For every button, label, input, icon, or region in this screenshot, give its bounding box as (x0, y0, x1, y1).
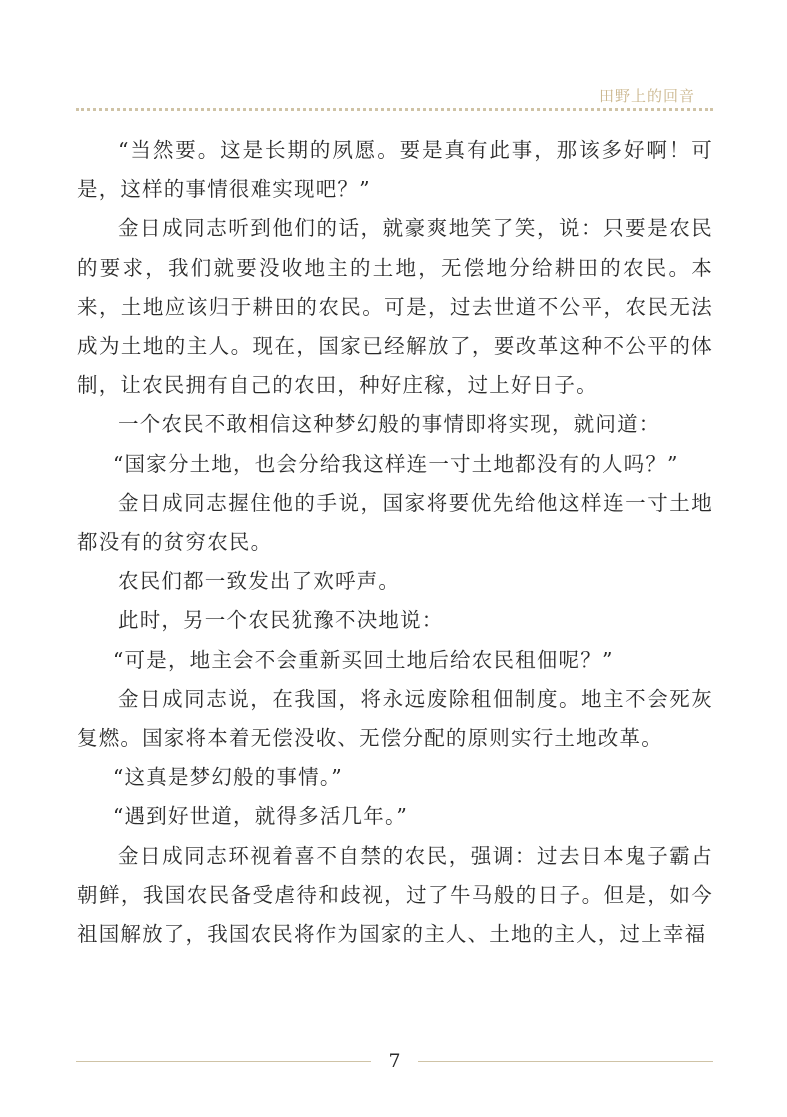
page-body-text (77, 131, 713, 954)
paragraph: “当然要。这是长期的夙愿。要是真有此事，那该多好啊！可是，这样的事情很难实现吧？” (77, 138, 713, 202)
paragraph: “可是，地主会不会重新买回土地后给农民租佃呢？” (112, 647, 614, 672)
footer-divider-left (76, 1061, 371, 1062)
paragraph: 金日成同志环视着喜不自禁的农民，强调：过去日本鬼子霸占朝鲜，我国农民备受虐待和歧视，过了牛马般的日子。但是，如今祖国解放了，我国农民将作为国家的主人、土地的主人，过上幸福 (77, 843, 713, 947)
header-dotted-divider (76, 108, 713, 111)
paragraph: 金日成同志说，在我国，将永远废除租佃制度。地主不会死灰复燃。国家将本着无偿没收、无偿分配的原则实行土地改革。 (77, 686, 713, 751)
running-header-title: 田野上的回音 (598, 87, 695, 105)
footer-divider-right (418, 1061, 713, 1062)
page-number: 7 (388, 1050, 401, 1072)
paragraph: 农民们都一致发出了欢呼声。 (118, 569, 401, 594)
paragraph: 金日成同志听到他们的话，就豪爽地笑了笑，说：只要是农民的要求，我们就要没收地主的土地，无偿地分给耕田的农民。本来，土地应该归于耕田的农民。可是，过去世道不公平，农民无法成为土地的主人。现在，国家已经解放了，要改革这种不公平的体制，让农民拥有自己的农田，种好庄稼，过上好日子。 (77, 216, 713, 398)
paragraph: 金日成同志握住他的手说，国家将要优先给他这样连一寸土地都没有的贫穷农民。 (77, 490, 713, 555)
paragraph: 一个农民不敢相信这种梦幻般的事情即将实现，就问道： (118, 412, 661, 437)
paragraph: “这真是梦幻般的事情。” (112, 765, 343, 790)
paragraph: “遇到好世道，就得多活几年。” (112, 804, 409, 829)
paragraph: “国家分土地，也会分给我这样连一寸土地都没有的人吗？” (112, 451, 679, 476)
paragraph: 此时，另一个农民犹豫不决地说： (118, 608, 444, 633)
